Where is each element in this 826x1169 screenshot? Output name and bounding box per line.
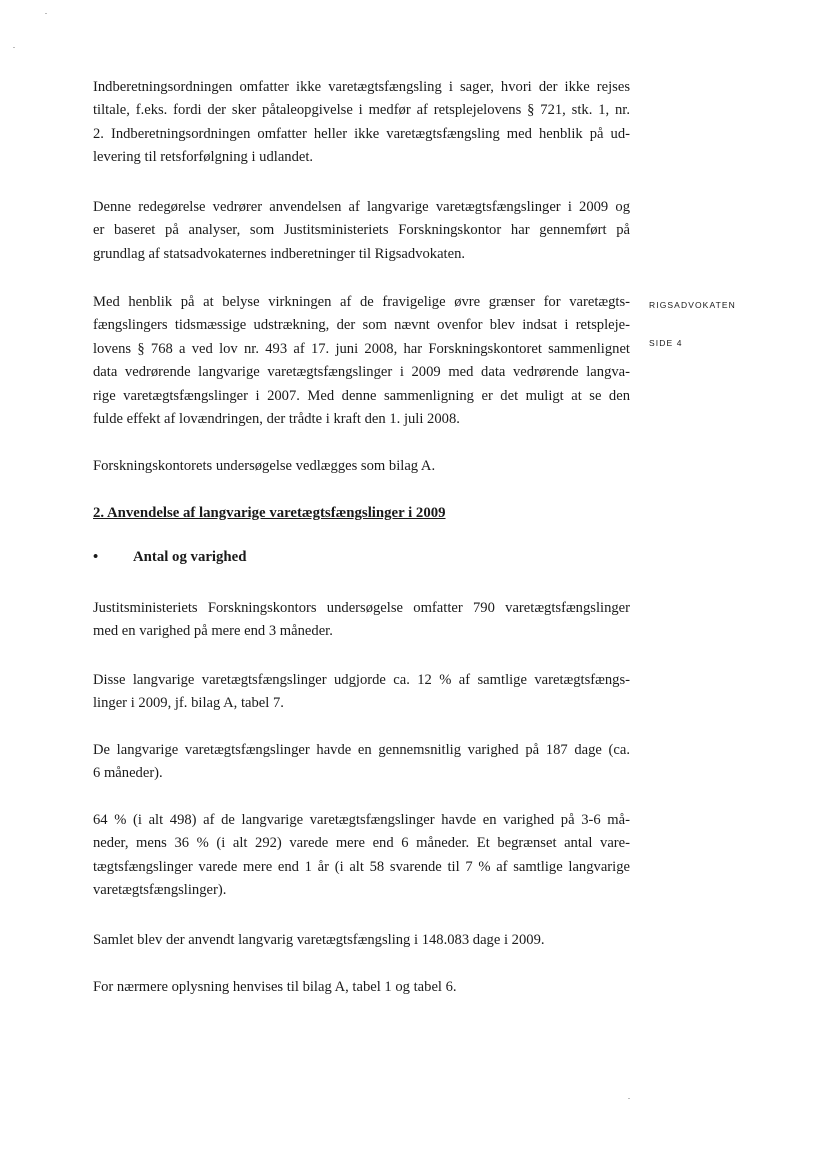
paragraph-reference	[93, 976, 630, 999]
text-line: Med henblik på at belyse virkningen af de fravigelige øvre grænser for varetægts-	[93, 294, 630, 310]
text-line: med en varighed på mere end 3 måneder.	[93, 623, 333, 640]
paragraph-average	[93, 739, 630, 786]
text-line: Forskningskontorets undersøgelse vedlægges som bilag A.	[93, 458, 436, 474]
text-line: neder, mens 36 % (i alt 292) varede mere end 6 måneder. Et begrænset antal vare-	[93, 835, 630, 852]
text-line: Justitsministeriets Forskningskontors undersøgelse omfatter 790 varetægtsfængslinger	[93, 600, 630, 616]
text-line: tægtsfængslinger varede mere end 1 år (i alt 58 svarende til 7 % af samtlige langvarige	[93, 858, 630, 875]
text-line: tiltale, f.eks. fordi der sker påtaleopgivelse i medfør af retsplejelovens § 721, stk. 1, nr.	[93, 102, 630, 119]
text-line: De langvarige varetægtsfængslinger havde en gennemsnitlig varighed på 187 dage (ca.	[93, 742, 630, 758]
paragraph-scope	[93, 76, 630, 170]
text-line: varetægtsfængslinger).	[93, 882, 227, 899]
scan-speck	[45, 13, 47, 14]
paragraph-share	[93, 669, 630, 716]
paragraph-comparison	[93, 291, 630, 431]
bullet-label: Antal og varighed	[133, 549, 247, 565]
text-line: levering til retsforfølgning i udlandet.	[93, 149, 314, 166]
text-line: rige varetægtsfængslinger i 2007. Med denne sammenligning er det muligt at se den	[93, 387, 630, 404]
sidebar-org-label: RIGSADVOKATEN	[649, 300, 736, 310]
text-line: linger i 2009, jf. bilag A, tabel 7.	[93, 695, 284, 712]
text-line: fulde effekt af lovændringen, der trådte i kraft den 1. juli 2008.	[93, 411, 460, 428]
scan-speck	[13, 47, 15, 48]
paragraph-count	[93, 597, 630, 644]
paragraph-distribution	[93, 809, 630, 903]
text-line: Indberetningsordningen omfatter ikke varetægtsfængsling i sager, hvori der ikke rejses	[93, 79, 630, 95]
paragraph-basis	[93, 196, 630, 266]
text-line: er baseret på analyser, som Justitsministeriets Forskningskontor har gennemført på	[93, 222, 630, 239]
page-number-label: SIDE 4	[649, 338, 683, 348]
section-heading: 2. Anvendelse af langvarige varetægtsfængslinger i 2009	[93, 505, 446, 521]
text-line: Disse langvarige varetægtsfængslinger udgjorde ca. 12 % af samtlige varetægtsfængs-	[93, 672, 630, 688]
text-line: For nærmere oplysning henvises til bilag A, tabel 1 og tabel 6.	[93, 979, 457, 995]
text-line: lovens § 768 a ved lov nr. 493 af 17. juni 2008, har Forskningskontoret sammenlignet	[93, 340, 630, 357]
text-line: data vedrørende langvarige varetægtsfængslinger i 2009 med data vedrørende langva-	[93, 364, 630, 381]
text-line: Denne redegørelse vedrører anvendelsen af langvarige varetægtsfængslinger i 2009 og	[93, 199, 630, 215]
paragraph-attachment	[93, 455, 630, 478]
text-line: 2. Indberetningsordningen omfatter heller ikke varetægtsfængsling med henblik på ud-	[93, 125, 630, 142]
text-line: 6 måneder).	[93, 765, 163, 782]
text-line: grundlag af statsadvokaternes indberetninger til Rigsadvokaten.	[93, 245, 466, 262]
text-line: fængslingers tidsmæssige udstrækning, der som nævnt ovenfor blev indsat i retspleje-	[93, 317, 630, 334]
paragraph-total-days	[93, 929, 630, 952]
scan-speck	[628, 1098, 630, 1099]
text-line: Samlet blev der anvendt langvarig varetægtsfængsling i 148.083 dage i 2009.	[93, 932, 545, 948]
bullet-icon: •	[93, 549, 99, 565]
text-line: 64 % (i alt 498) af de langvarige varetægtsfængslinger havde en varighed på 3-6 må-	[93, 812, 630, 828]
